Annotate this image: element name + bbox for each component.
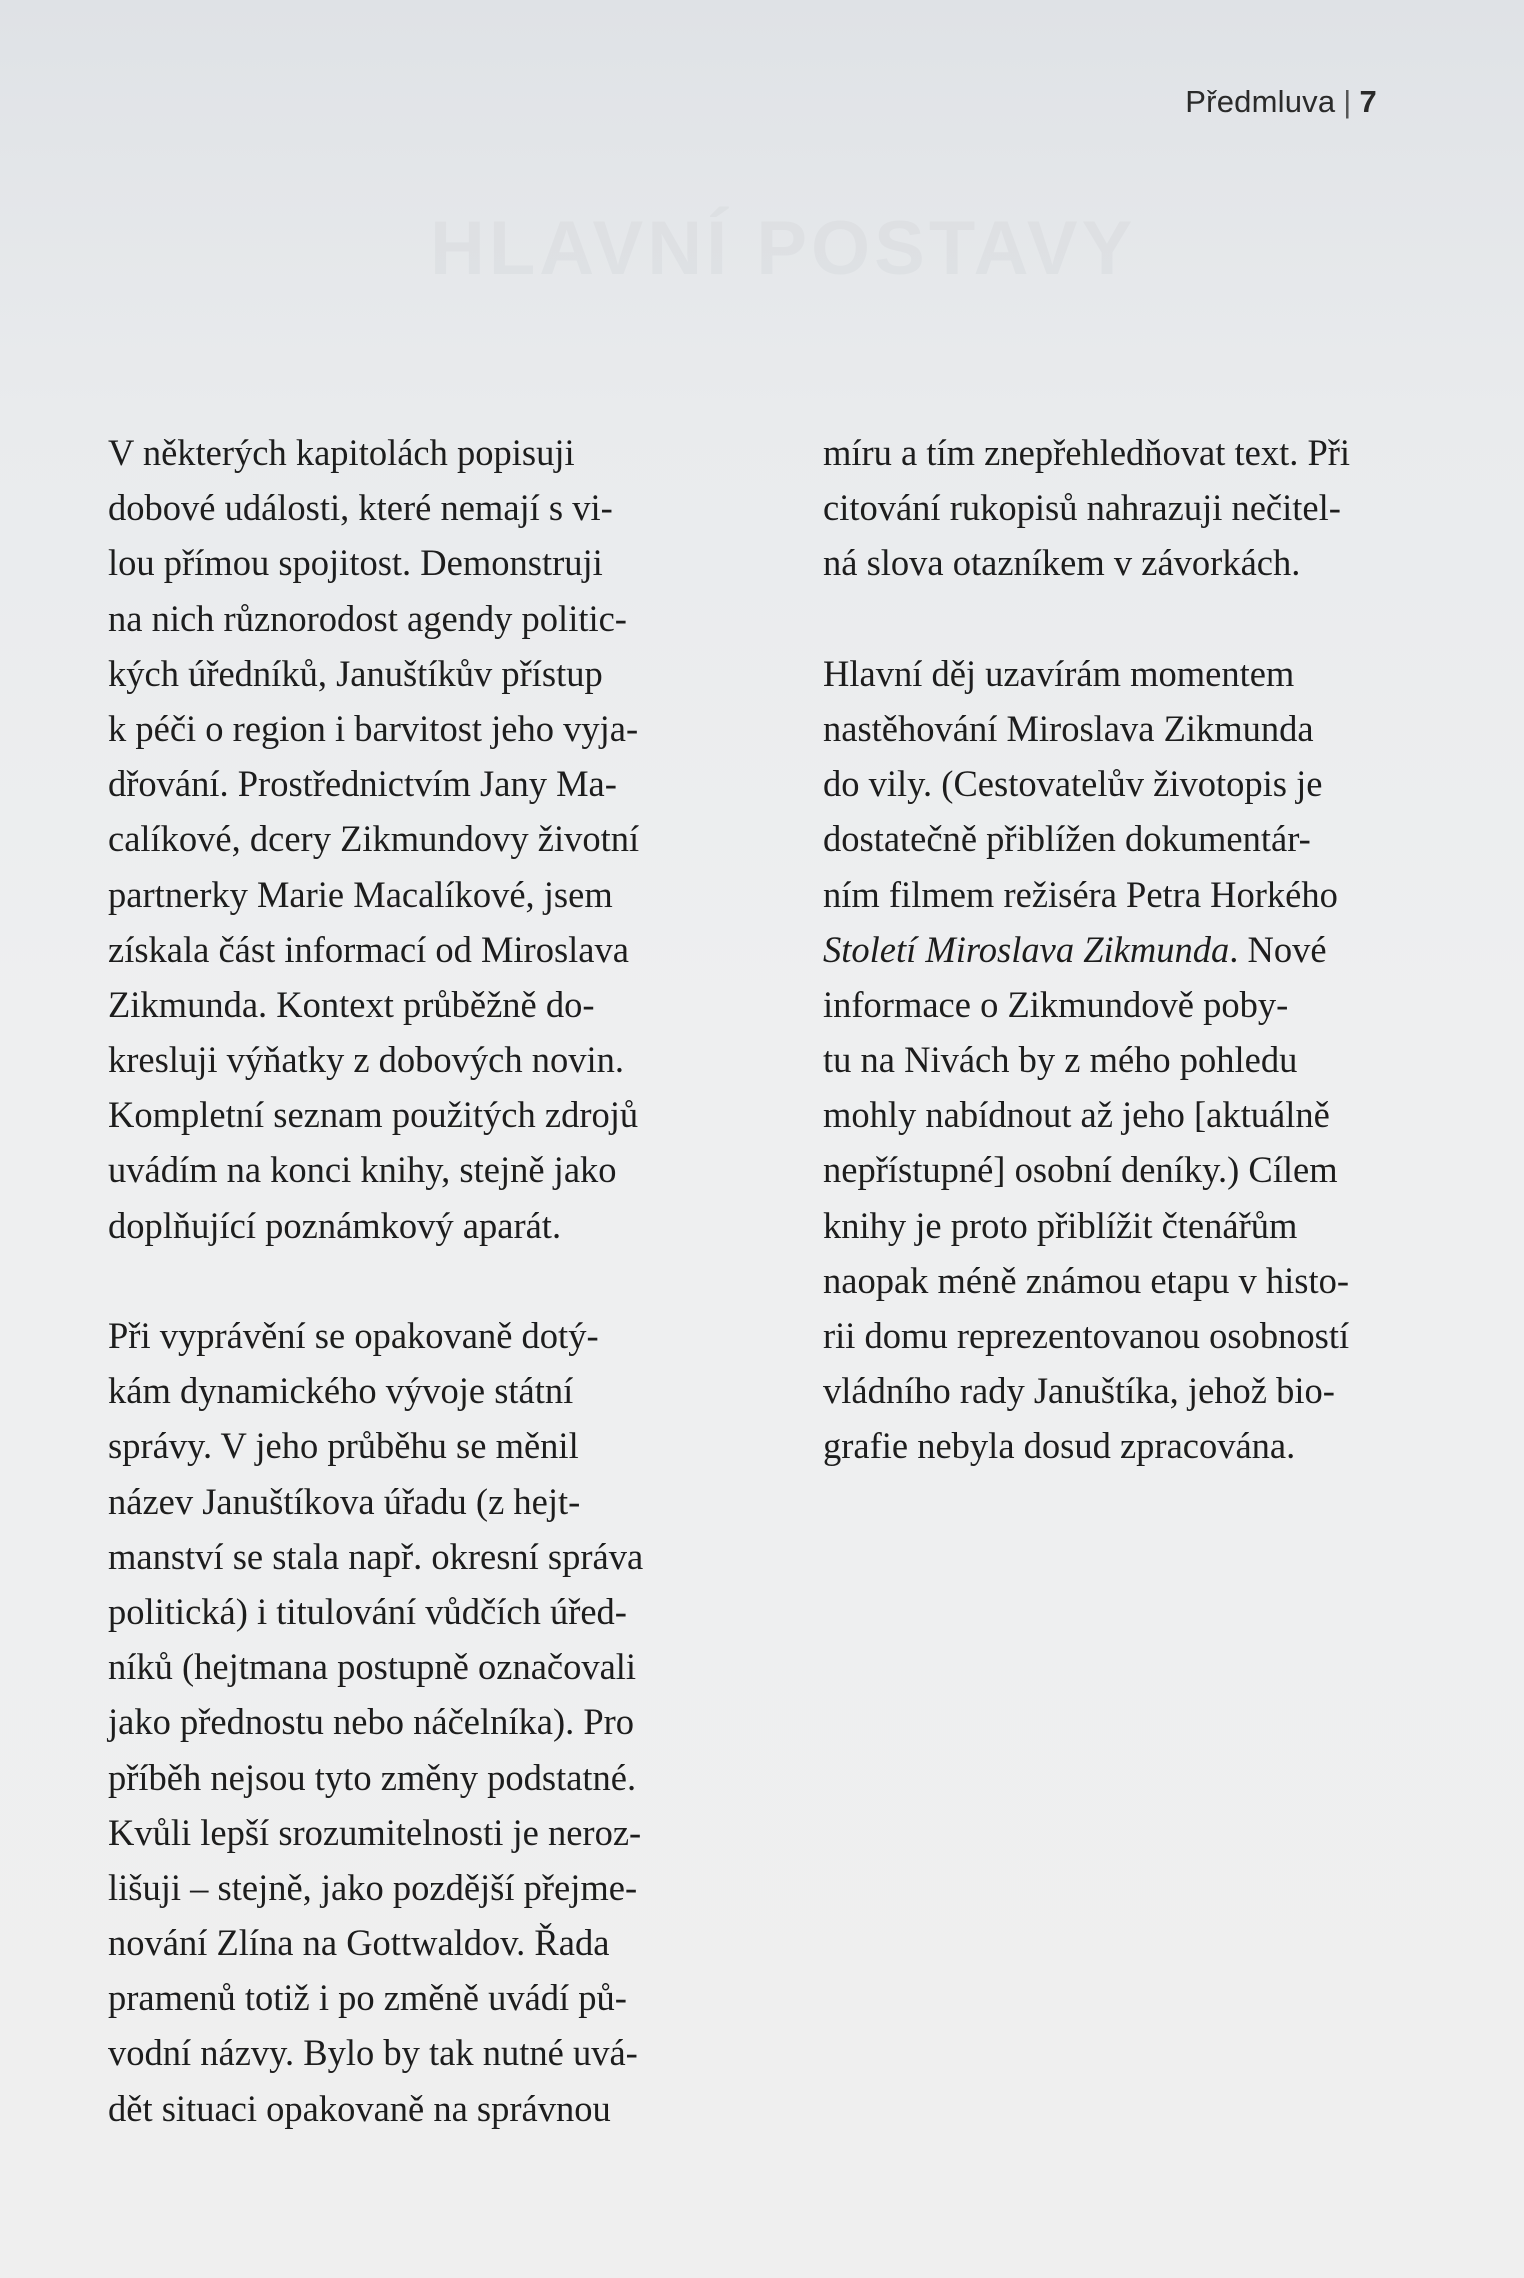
text-line: získala část informací od Miroslava [108, 928, 629, 970]
text-line: calíkové, dcery Zikmundovy životní [108, 818, 640, 860]
text-line: partnerky Marie Macalíkové, jsem [108, 873, 613, 915]
text-line: Hlavní děj uzavírám momentem [823, 652, 1295, 694]
text-line: lou přímou spojitost. Demonstruji [108, 542, 603, 584]
text-line: uvádím na konci knihy, stejně jako [108, 1149, 617, 1191]
text-line [823, 922, 1463, 977]
text-line: nastěhování Miroslava Zikmunda [823, 707, 1314, 749]
text-line: vodní názvy. Bylo by tak nutné uvá- [108, 2032, 638, 2074]
text-line: doplňující poznámkový aparát. [108, 1204, 562, 1246]
text-line: kých úředníků, Januštíkův přístup [108, 652, 603, 694]
text-line: ná slova otazníkem v závorkách. [823, 542, 1301, 584]
show-through-title: HLAVNÍ POSTAVY [430, 206, 1137, 291]
text-line: pramenů totiž i po změně uvádí pů- [108, 1977, 627, 2019]
text-line: dřování. Prostřednictvím Jany Ma- [108, 763, 617, 805]
text-line: citování rukopisů nahrazuji nečitel- [823, 487, 1341, 529]
header-section-title: Předmluva [1185, 84, 1336, 119]
text-line: nepřístupné] osobní deníky.) Cílem [823, 1149, 1338, 1191]
text-line: název Januštíkova úřadu (z hejt- [108, 1480, 581, 1522]
text-line: k péči o region i barvitost jeho vyja- [108, 707, 639, 749]
text-line: kresluji výňatky z dobových novin. [108, 1039, 624, 1081]
page-number: 7 [1359, 84, 1377, 119]
text-line: Zikmunda. Kontext průběžně do- [108, 983, 595, 1025]
text-line: naopak méně známou etapu v histo- [823, 1259, 1350, 1301]
text-line: na nich různorodost agendy politic- [108, 597, 627, 639]
text-line: knihy je proto přiblížit čtenářům [823, 1204, 1298, 1246]
text-line: míru a tím znepřehledňovat text. Při [823, 432, 1351, 473]
running-header [1185, 84, 1377, 120]
text-fragment: . Nové [1229, 928, 1327, 970]
text-line: jako přednostu nebo náčelníka). Pro [108, 1701, 635, 1743]
text-line: kám dynamického vývoje státní [108, 1370, 574, 1412]
film-title: Století Miroslava Zikmunda [823, 928, 1230, 970]
text-line: níků (hejtmana postupně označovali [108, 1646, 637, 1688]
text-line: dostatečně přiblížen dokumentár- [823, 818, 1311, 860]
text-line: informace o Zikmundově poby- [823, 983, 1289, 1025]
paragraph-gap [823, 591, 1463, 646]
header-separator: | [1343, 84, 1352, 119]
text-line: dobové události, které nemají s vi- [108, 487, 613, 529]
text-line: mohly nabídnout až jeho [aktuálně [823, 1094, 1330, 1136]
text-line: manství se stala např. okresní správa [108, 1535, 644, 1577]
right-text-column [823, 425, 1463, 1474]
text-line: politická) i titulování vůdčích úřed- [108, 1590, 627, 1632]
text-line: V některých kapitolách popisuji [108, 432, 575, 473]
paragraph-gap [108, 1253, 748, 1308]
paragraph-main-story [823, 646, 1463, 1474]
left-text-column [108, 425, 748, 2136]
paragraph-sources [108, 425, 748, 1253]
paragraph-state-administration [108, 1308, 748, 2136]
text-line: Kvůli lepší srozumitelnosti je neroz- [108, 1811, 642, 1853]
text-line: rii domu reprezentovanou osobností [823, 1315, 1350, 1356]
text-line: grafie nebyla dosud zpracována. [823, 1425, 1296, 1467]
text-line: správy. V jeho průběhu se měnil [108, 1425, 579, 1467]
text-line: vládního rady Januštíka, jehož bio- [823, 1370, 1335, 1412]
text-line: lišuji – stejně, jako pozdější přejme- [108, 1866, 638, 1908]
text-line: ním filmem režiséra Petra Horkého [823, 873, 1338, 915]
text-line: příběh nejsou tyto změny podstatné. [108, 1756, 637, 1798]
text-line: nování Zlína na Gottwaldov. Řada [108, 1922, 610, 1964]
text-line: tu na Nivách by z mého pohledu [823, 1039, 1298, 1081]
text-line: Při vyprávění se opakovaně dotý- [108, 1315, 599, 1356]
text-line: do vily. (Cestovatelův životopis je [823, 763, 1323, 805]
text-line: Kompletní seznam použitých zdrojů [108, 1094, 639, 1136]
text-line: dět situaci opakovaně na správnou [108, 2087, 611, 2129]
paragraph-continuation [823, 425, 1463, 591]
